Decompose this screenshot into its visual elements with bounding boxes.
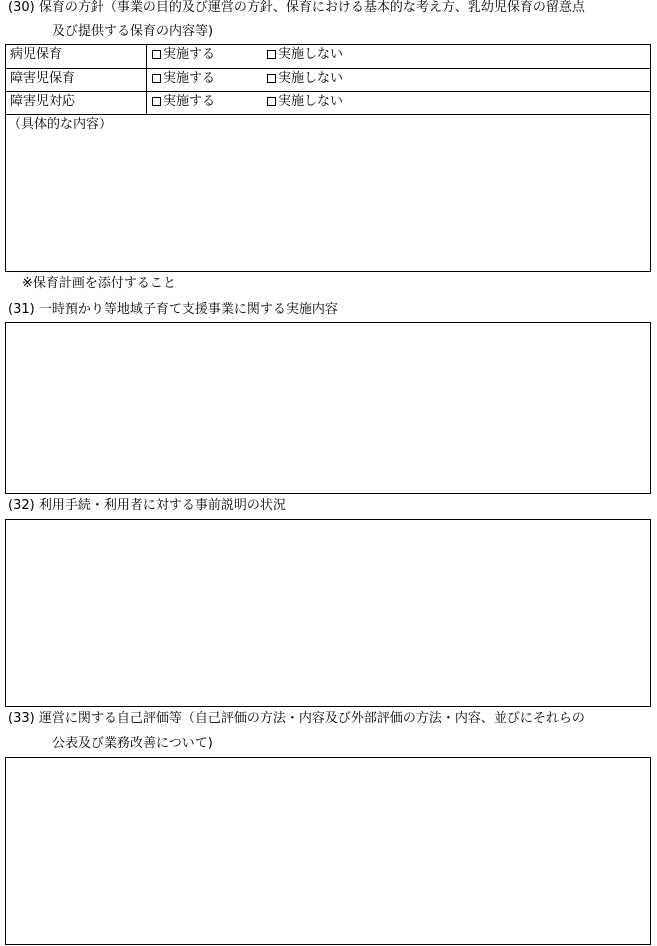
checkbox-not-implement-sick-child-care[interactable]: 実施しない xyxy=(267,47,343,63)
checkbox-not-implement-disabled-child-care[interactable]: 実施しない xyxy=(267,71,343,87)
section-33-input-box[interactable] xyxy=(5,757,651,945)
checkbox-icon xyxy=(267,50,276,59)
detail-content-label: （具体的な内容） xyxy=(8,117,113,132)
section-31-heading: (31) 一時預かり等地域子育て支援事業に関する実施内容 xyxy=(8,302,338,317)
section-30-heading-line1: (30) 保育の方針（事業の目的及び運営の方針、保育における基本的な考え方、乳幼児保育の留意点 xyxy=(8,0,585,15)
checkbox-icon xyxy=(267,97,276,106)
row-divider xyxy=(5,114,651,115)
column-divider xyxy=(146,44,147,114)
section-33-heading-line1: (33) 運営に関する自己評価等（自己評価の方法・内容及び外部評価の方法・内容、並びにそれらの xyxy=(8,711,585,726)
row-label-disabled-child-care: 障害児保育 xyxy=(10,71,76,86)
checkbox-implement-disabled-child-care[interactable]: 実施する xyxy=(152,71,215,87)
section-31-input-box[interactable] xyxy=(5,322,651,494)
section-33-heading-line2: 公表及び業務改善について) xyxy=(52,736,213,751)
section-30-heading-line2: 及び提供する保育の内容等) xyxy=(52,24,214,39)
checkbox-icon xyxy=(152,74,161,83)
section-32-heading: (32) 利用手続・利用者に対する事前説明の状況 xyxy=(8,498,286,513)
attachment-note: ※保育計画を添付すること xyxy=(22,276,176,291)
checkbox-icon xyxy=(152,97,161,106)
checkbox-implement-disabled-child-support[interactable]: 実施する xyxy=(152,94,215,110)
row-divider xyxy=(5,91,651,92)
checkbox-implement-sick-child-care[interactable]: 実施する xyxy=(152,47,215,63)
checkbox-icon xyxy=(267,74,276,83)
checkbox-not-implement-disabled-child-support[interactable]: 実施しない xyxy=(267,94,343,110)
row-label-disabled-child-support: 障害児対応 xyxy=(10,94,76,109)
checkbox-icon xyxy=(152,50,161,59)
row-divider xyxy=(5,68,651,69)
detail-content-field[interactable] xyxy=(6,134,650,271)
row-label-sick-child-care: 病児保育 xyxy=(10,47,63,62)
section-32-input-box[interactable] xyxy=(5,519,651,707)
